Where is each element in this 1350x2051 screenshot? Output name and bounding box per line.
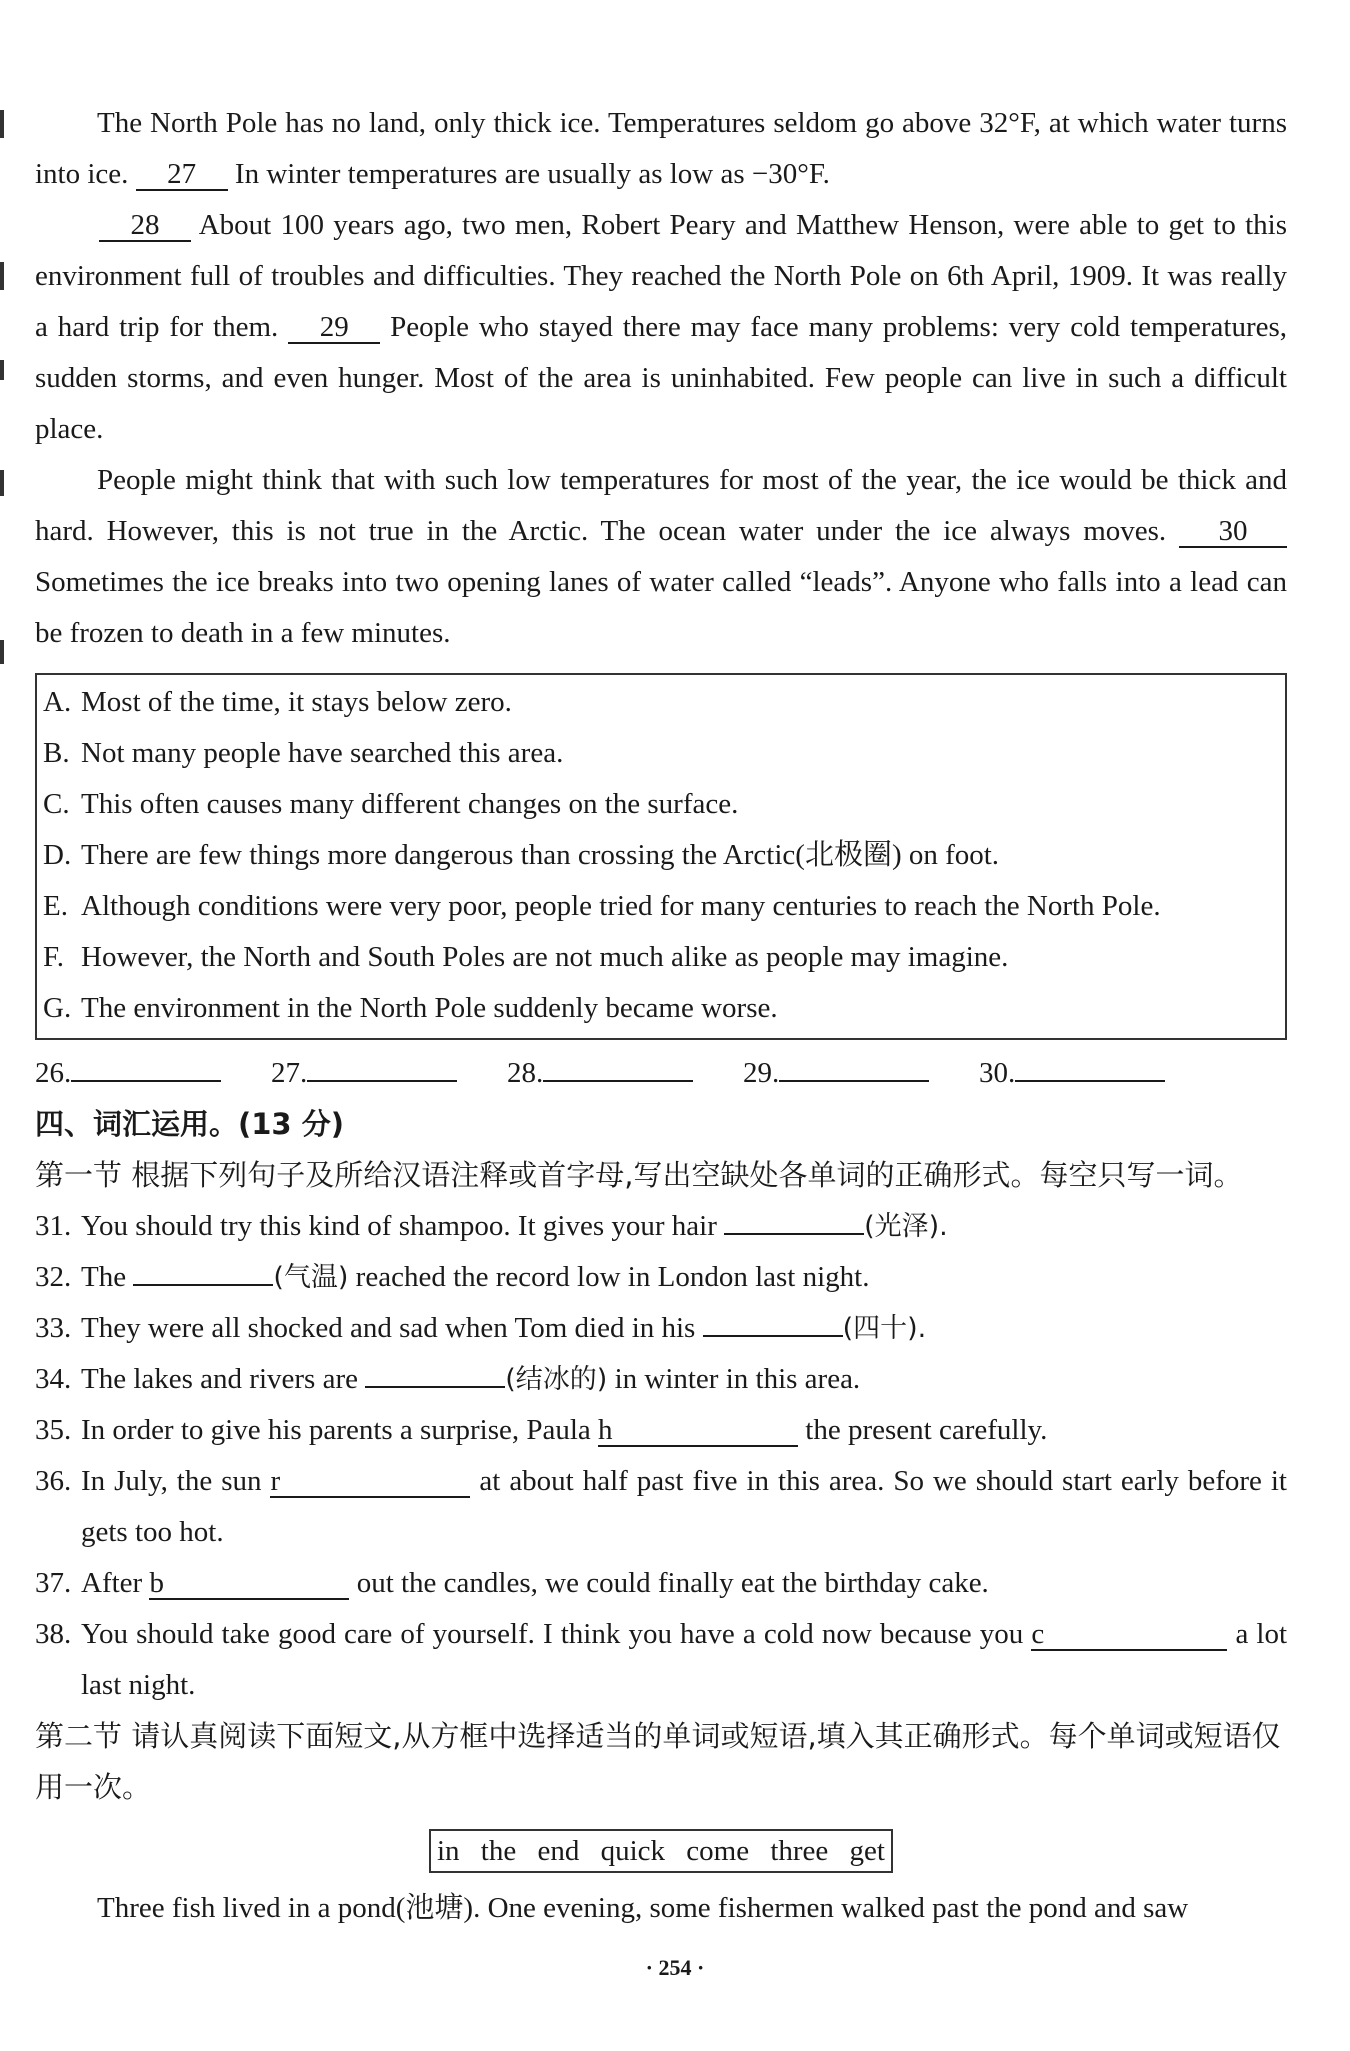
question-number: 34. — [35, 1363, 72, 1395]
options-box — [35, 673, 1287, 1040]
chinese-hint: (四十). — [842, 1313, 927, 1344]
option-text: Most of the time, it stays below zero. — [81, 686, 512, 718]
answer-line[interactable] — [307, 1054, 457, 1082]
option-letter: D. — [43, 839, 72, 871]
question-number: 33. — [35, 1312, 72, 1344]
binding-edge-mark — [0, 640, 4, 664]
page-content — [35, 98, 1287, 1934]
answer-blank[interactable] — [133, 1284, 273, 1286]
question-34 — [35, 1354, 1287, 1405]
passage-text: About 100 years ago, two men, Robert Peary and Matthew Henson, were able to get to this environment full of troubles and difficulties. They reached the North Pole on 6th April, 1909. It was really a hard trip for them. — [35, 209, 1287, 343]
answer-blank[interactable] — [703, 1335, 843, 1337]
option-text: There are few things more dangerous than crossing the Arctic(北极圈) on foot. — [81, 839, 1000, 871]
question-text: a lot last night. — [81, 1618, 1288, 1701]
answer-blank[interactable]: b — [149, 1568, 349, 1600]
option-a — [43, 677, 1281, 728]
answer-slot-26[interactable] — [35, 1048, 271, 1099]
option-letter: E. — [43, 890, 68, 922]
question-36 — [35, 1456, 1287, 1558]
question-number: 37. — [35, 1567, 72, 1599]
answer-slot-29[interactable] — [743, 1048, 979, 1099]
question-text: The lakes and rivers are — [81, 1363, 358, 1395]
option-text: Although conditions were very poor, people tried for many centuries to reach the North Pole. — [81, 890, 1161, 922]
passage-paragraph-3 — [35, 455, 1287, 659]
option-letter: F. — [43, 941, 65, 973]
option-g — [43, 983, 1281, 1034]
part-2-instructions: 第二节 请认真阅读下面短文,从方框中选择适当的单词或短语,填入其正确形式。每个单词或短语仅用一次。 — [35, 1719, 1281, 1804]
question-37 — [35, 1558, 1287, 1609]
binding-edge-mark — [0, 262, 4, 290]
question-text: in winter in this area. — [614, 1363, 861, 1395]
answer-slot-28[interactable] — [507, 1048, 743, 1099]
blank-30: 30 — [1179, 516, 1287, 548]
question-31 — [35, 1201, 1287, 1252]
question-text: You should try this kind of shampoo. It gives your hair — [81, 1210, 717, 1242]
answer-blank[interactable] — [365, 1386, 505, 1388]
answer-line[interactable] — [543, 1054, 693, 1082]
passage-text: In winter temperatures are usually as low as −30°F. — [234, 158, 830, 190]
passage-text: Sometimes the ice breaks into two opening lanes of water called “leads”. Anyone who falls into a lead can be frozen to death in a few minutes. — [35, 566, 1287, 649]
blank-29: 29 — [288, 312, 380, 344]
answer-number: 28. — [507, 1057, 544, 1089]
question-text: the present carefully. — [805, 1414, 1048, 1446]
question-number: 38. — [35, 1618, 72, 1650]
question-number: 36. — [35, 1465, 72, 1497]
part-1-instructions: 第一节 根据下列句子及所给汉语注释或首字母,写出空缺处各单词的正确形式。每空只写一词。 — [35, 1158, 1243, 1192]
option-d — [43, 830, 1281, 881]
answer-blank[interactable]: h — [598, 1415, 798, 1447]
question-number: 32. — [35, 1261, 72, 1293]
option-f — [43, 932, 1281, 983]
question-number: 35. — [35, 1414, 72, 1446]
word-bank — [35, 1829, 1287, 1873]
answer-number: 30. — [979, 1057, 1016, 1089]
question-text: You should take good care of yourself. I think you have a cold now because you — [81, 1618, 1024, 1650]
answer-line[interactable] — [1015, 1054, 1165, 1082]
answer-number: 26. — [35, 1057, 72, 1089]
option-e — [43, 881, 1281, 932]
answer-slot-27[interactable] — [271, 1048, 507, 1099]
answer-line[interactable] — [779, 1054, 929, 1082]
question-text: out the candles, we could finally eat the birthday cake. — [356, 1567, 989, 1599]
question-text: reached the record low in London last night. — [355, 1261, 870, 1293]
question-33 — [35, 1303, 1287, 1354]
story-paragraph: Three fish lived in a pond(池塘). One evening, some fishermen walked past the pond and saw — [97, 1892, 1189, 1924]
question-text: The — [81, 1261, 127, 1293]
question-32 — [35, 1252, 1287, 1303]
option-letter: A. — [43, 686, 72, 718]
chinese-hint: (结冰的) — [505, 1364, 608, 1395]
question-35 — [35, 1405, 1287, 1456]
answer-blank[interactable]: r — [270, 1466, 470, 1498]
passage-paragraph-2 — [35, 200, 1287, 455]
answer-blank[interactable]: c — [1031, 1619, 1227, 1651]
question-number: 31. — [35, 1210, 72, 1242]
binding-edge-mark — [0, 110, 4, 138]
option-c — [43, 779, 1281, 830]
passage-text: People who stayed there may face many problems: very cold temperatures, sudden storms, and even hunger. Most of the area is uninhabited. Few people can live in such a difficult place. — [35, 311, 1288, 445]
section-4-title: 四、词汇运用。(13 分) — [35, 1107, 344, 1141]
question-text: In order to give his parents a surprise, Paula — [81, 1414, 591, 1446]
option-letter: C. — [43, 788, 70, 820]
binding-edge-mark — [0, 360, 4, 380]
word-bank-box: in the end quick come three get — [429, 1829, 893, 1873]
blank-28: 28 — [99, 210, 191, 242]
answer-line[interactable] — [71, 1054, 221, 1082]
option-letter: G. — [43, 992, 72, 1024]
option-text: This often causes many different changes on the surface. — [81, 788, 739, 820]
blank-27: 27 — [136, 159, 228, 191]
question-text: After — [81, 1567, 143, 1599]
question-text: at about half past five in this area. So we should start early before it gets too hot. — [81, 1465, 1287, 1548]
answer-slot-30[interactable] — [979, 1048, 1215, 1099]
option-text: However, the North and South Poles are not much alike as people may imagine. — [81, 941, 1009, 973]
answer-blank[interactable] — [724, 1233, 864, 1235]
passage-paragraph-1 — [35, 98, 1287, 200]
option-text: Not many people have searched this area. — [81, 737, 564, 769]
answer-number: 29. — [743, 1057, 780, 1089]
binding-edge-mark — [0, 470, 4, 496]
chinese-hint: (气温) — [273, 1262, 349, 1293]
question-38 — [35, 1609, 1287, 1711]
passage-text: People might think that with such low temperatures for most of the year, the ice would be thick and hard. However, this is not true in the Arctic. The ocean water under the ice always moves. — [35, 464, 1287, 547]
answer-number: 27. — [271, 1057, 308, 1089]
question-text: They were all shocked and sad when Tom died in his — [81, 1312, 696, 1344]
option-b — [43, 728, 1281, 779]
question-text: In July, the sun — [81, 1465, 262, 1497]
option-letter: B. — [43, 737, 70, 769]
option-text: The environment in the North Pole suddenly became worse. — [81, 992, 778, 1024]
chinese-hint: (光泽). — [864, 1211, 948, 1242]
passage-text: The North Pole has no land, only thick ice. Temperatures seldom go above 32°F, at which water turns into ice. — [35, 107, 1287, 190]
page-number: · 254 · — [645, 1955, 705, 1980]
answer-slots — [35, 1048, 1287, 1099]
